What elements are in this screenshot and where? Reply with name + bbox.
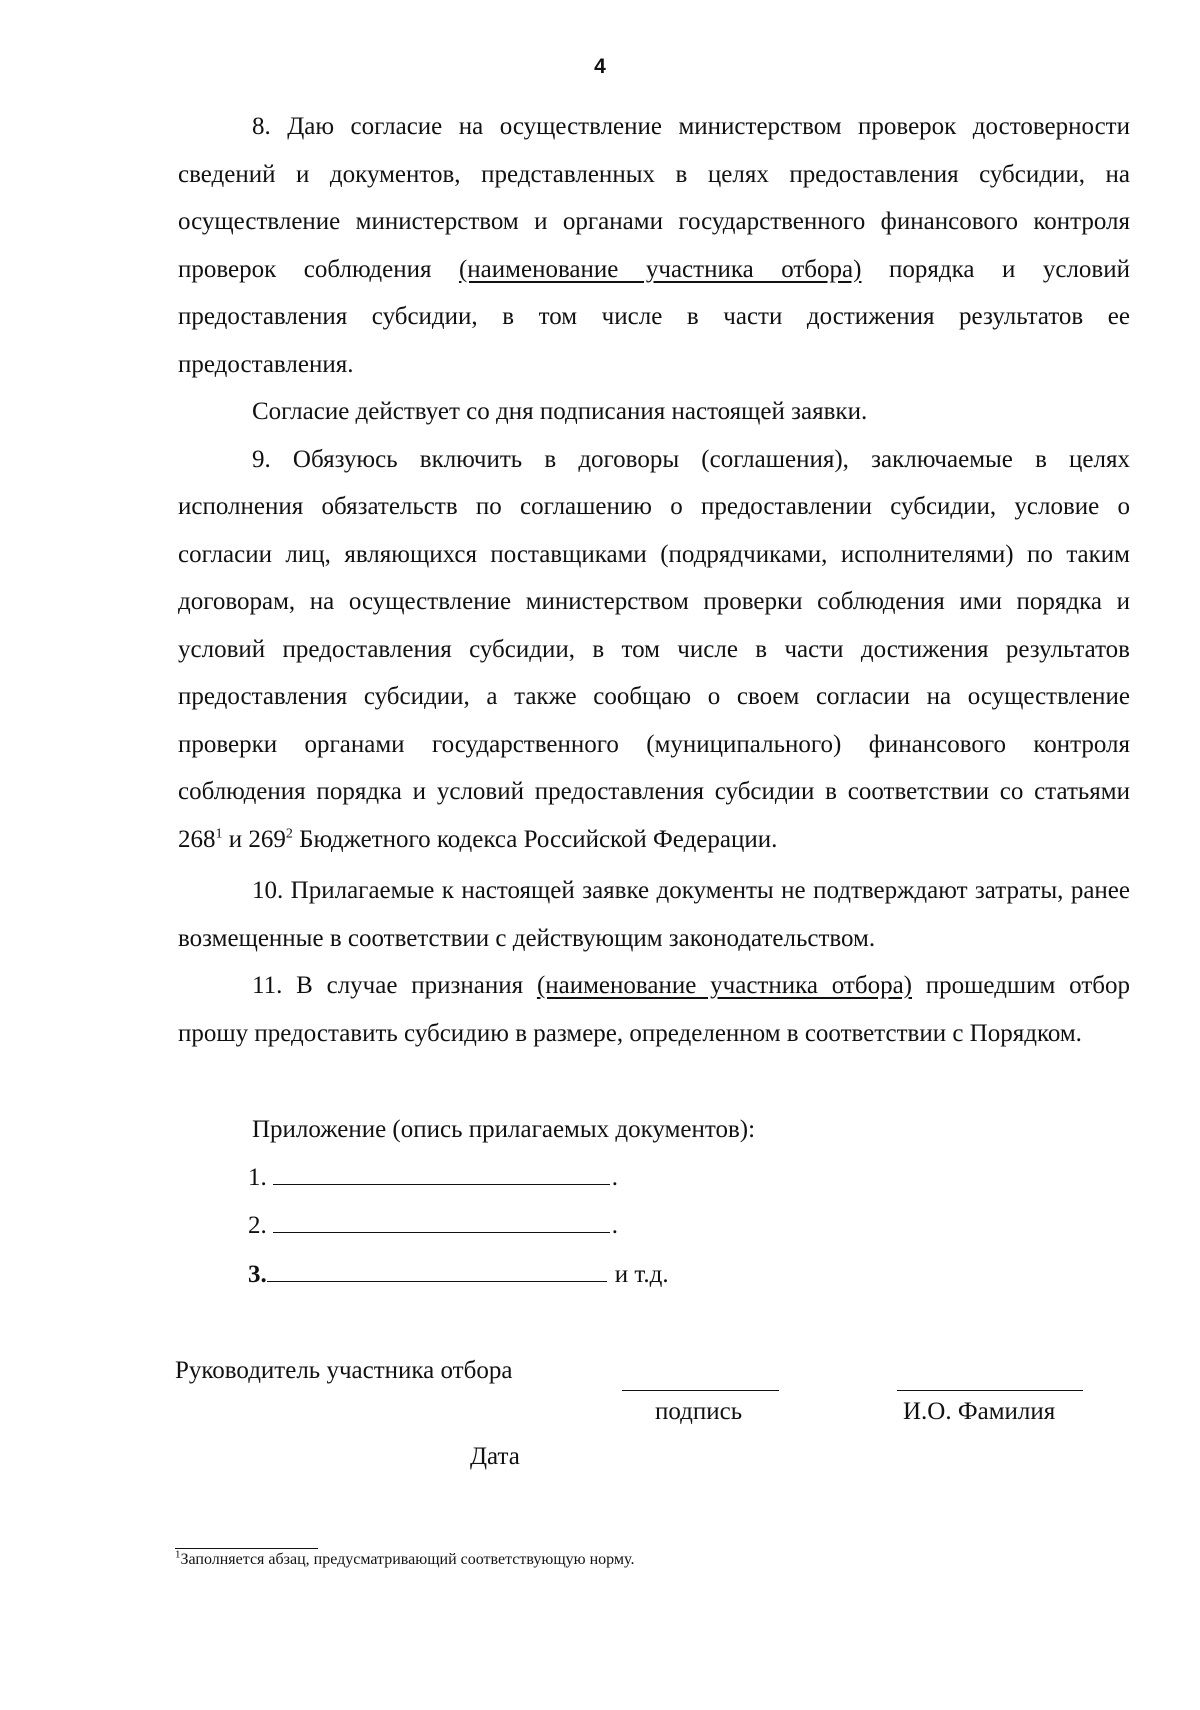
paragraph-8: 8. Даю согласие на осуществление министерством проверок достоверности сведений и документов, представленных в целях предоставления субсидии, на осуществление министерством и органами государственного финансового контроля проверок соблюдения (наименование участника отбора) порядка и условий предоставления субсидии, в том числе в части достижения результатов ее предоставления.	[178, 113, 1130, 378]
date-label: Дата	[470, 1443, 520, 1470]
attachment-suffix: .	[611, 1212, 618, 1239]
attachments-title: Приложение (опись прилагаемых документов):	[252, 1116, 756, 1143]
footnote-separator	[175, 1548, 318, 1549]
paragraph-10: 10. Прилагаемые к настоящей заявке документы не подтверждают затраты, ранее возмещенные в соответствии с действующим законодательством.	[178, 877, 1130, 952]
attachment-item-2	[248, 1204, 618, 1248]
attachment-blank-line	[267, 1259, 607, 1282]
attachment-number: 1.	[248, 1164, 267, 1191]
paragraph-9: 9. Обязуюсь включить в договоры (соглашения), заключаемые в целях исполнения обязательств по соглашению о предоставлении субсидии, условие о согласии лиц, являющихся поставщиками (подрядчиками, исполнителями) по таким договорам, на осуществление министерством проверки соблюдения ими порядка и условий предоставления субсидии, в том числе в части достижения результатов предоставления субсидии, а также сообщаю о своем согласии на осуществление проверки органами государственного (муниципального) финансового контроля соблюдения порядка и условий предоставления субсидии в соответствии со статьями $268^1$ и $269^2$ Бюджетного кодекса Российской Федерации.	[178, 445, 1130, 853]
attachment-suffix: и т.д.	[614, 1261, 669, 1288]
attachment-suffix: .	[611, 1164, 618, 1191]
footnote-mark: 1	[175, 1548, 181, 1561]
footnote-mark: 1	[215, 826, 223, 842]
attachment-number: 2.	[248, 1212, 267, 1239]
footnote	[175, 1548, 635, 1569]
document-body	[178, 103, 1130, 1057]
signature-line	[622, 1390, 779, 1391]
head-of-participant-label: Руководитель участника отбора	[175, 1357, 513, 1384]
participant-name-placeholder: (наименование участника отбора)	[458, 255, 862, 283]
name-line	[897, 1390, 1083, 1391]
attachment-blank-line	[273, 1210, 610, 1233]
paragraph-11: 11. В случае признания (наименование участника отбора) прошедшим отбор прошу предоставить субсидию в размере, определенном в соответствии с Порядком.	[178, 972, 1130, 1047]
footnote-text: Заполняется абзац, предусматривающий соответствующую норму.	[180, 1551, 635, 1568]
attachment-blank-line	[273, 1162, 610, 1185]
page-number: 4	[594, 55, 606, 78]
consent-paragraph: Согласие действует со дня подписания настоящей заявки.	[252, 398, 868, 425]
name-caption: И.О. Фамилия	[903, 1398, 1056, 1425]
attachment-number: 3.	[248, 1261, 267, 1288]
signature-caption: подпись	[655, 1398, 743, 1425]
attachment-item-1	[248, 1156, 618, 1200]
participant-name-placeholder: (наименование участника отбора)	[536, 972, 912, 999]
footnote-mark: 2	[285, 826, 293, 842]
attachment-item-3	[248, 1253, 669, 1297]
